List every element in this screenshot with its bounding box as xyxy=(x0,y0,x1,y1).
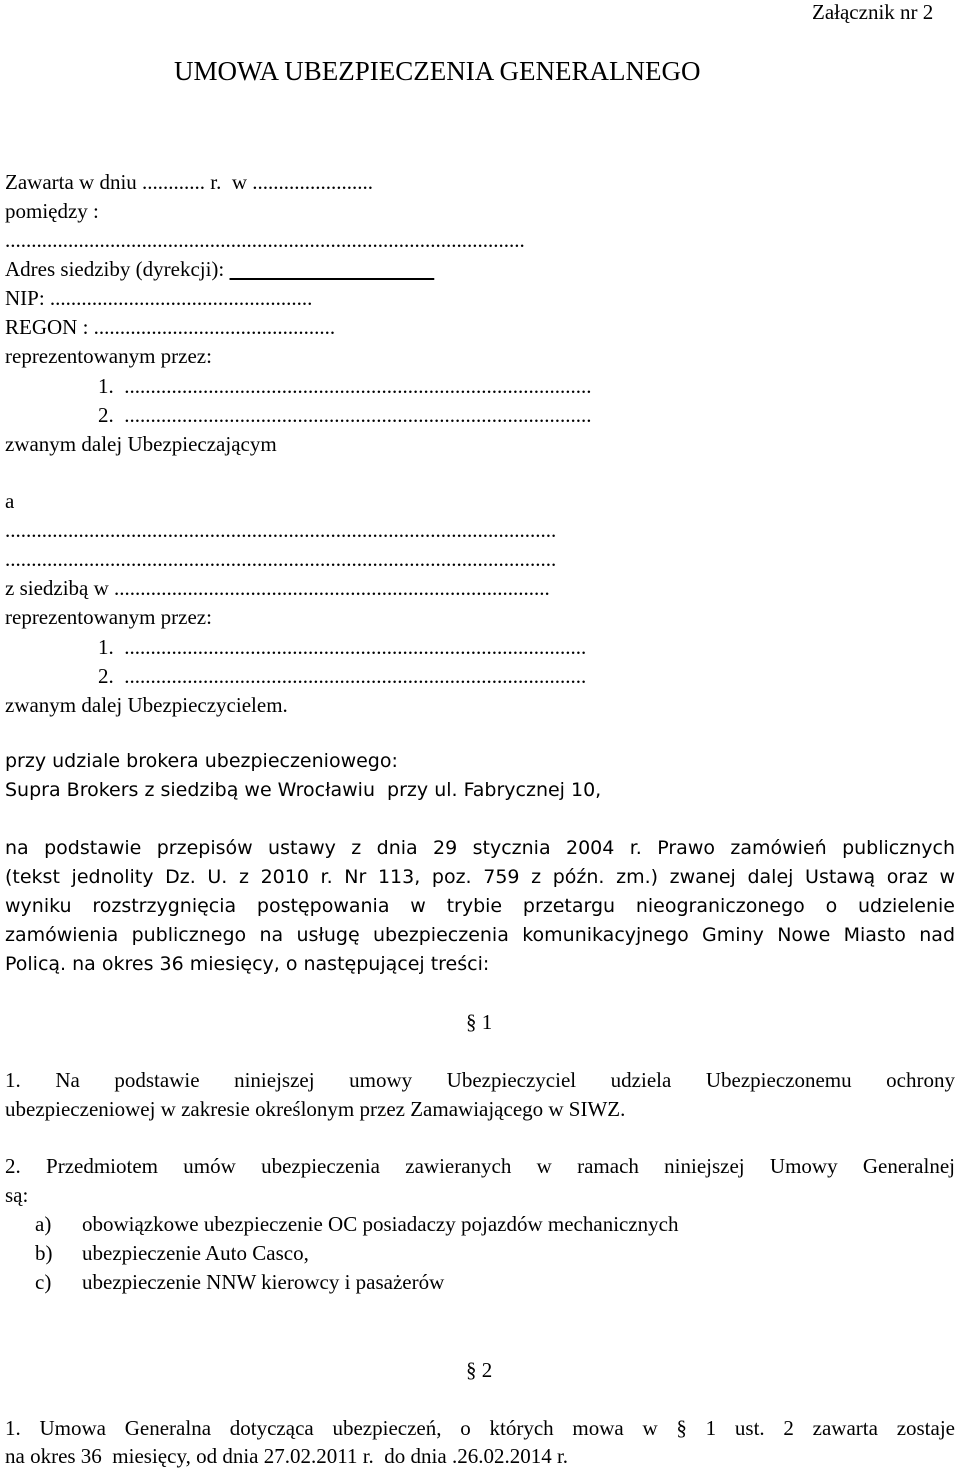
section-1-p2-line-1: 2. Przedmiotem umów ubezpieczenia zawieranych w ramach niniejszej Umowy Generalnej xyxy=(5,1154,955,1178)
party2-rep1-line: 1. ........................................................................................ xyxy=(98,635,587,659)
list-item-text: ubezpieczenie NNW kierowcy i pasażerów xyxy=(82,1270,445,1294)
party2-represented-label: reprezentowanym przez: xyxy=(5,605,212,629)
between-label: pomiędzy : xyxy=(5,199,99,223)
basis-line-3: wyniku rozstrzygnięcia postępowania w trybie przetargu nieograniczonego o udzielenie xyxy=(5,895,955,917)
party1-dots-line: ................................................................................................... xyxy=(5,228,525,252)
list-item-marker: b) xyxy=(35,1241,53,1265)
party1-called-line: zwanym dalej Ubezpieczającym xyxy=(5,432,277,456)
section-1-p2-line-2: są: xyxy=(5,1183,29,1207)
list-item-marker: c) xyxy=(35,1270,52,1294)
regon-line: REGON : .............................................. xyxy=(5,315,336,339)
party2-rep2-line: 2. ........................................................................................ xyxy=(98,664,587,688)
address-blank xyxy=(230,257,435,281)
party2-seat-line: z siedzibą w ................................................................................... xyxy=(5,576,550,600)
broker-line-1: przy udziale brokera ubezpieczeniowego: xyxy=(5,750,398,772)
party2-called-line: zwanym dalej Ubezpieczycielem. xyxy=(5,693,288,717)
address-label: Adres siedziby (dyrekcji): xyxy=(5,257,230,281)
address-line xyxy=(5,259,434,280)
document-title: UMOWA UBEZPIECZENIA GENERALNEGO xyxy=(174,56,701,86)
concluded-on-line: Zawarta w dniu ............ r. w ....................... xyxy=(5,170,374,194)
basis-line-4: zamówienia publicznego na usługę ubezpieczenia komunikacyjnego Gminy Nowe Miasto nad xyxy=(5,924,955,946)
basis-line-2: (tekst jednolity Dz. U. z 2010 r. Nr 113, poz. 759 z późn. zm.) zwanej dalej Ustawą oraz w xyxy=(5,866,955,888)
list-item-text: obowiązkowe ubezpieczenie OC posiadaczy pojazdów mechanicznych xyxy=(82,1212,679,1236)
attachment-label: Załącznik nr 2 xyxy=(812,0,934,24)
section-1-heading: § 1 xyxy=(466,1010,493,1034)
section-1-p1-line-1: 1. Na podstawie niniejszej umowy Ubezpieczyciel udziela Ubezpieczonemu ochrony xyxy=(5,1068,955,1092)
section-2-p1-line-2: na okres 36 miesięcy, od dnia 27.02.2011 r. do dnia .26.02.2014 r. xyxy=(5,1444,569,1468)
list-item-text: ubezpieczenie Auto Casco, xyxy=(82,1241,309,1265)
basis-line-1: na podstawie przepisów ustawy z dnia 29 stycznia 2004 r. Prawo zamówień publicznych xyxy=(5,837,955,859)
section-1-p1-line-2: ubezpieczeniowej w zakresie określonym przez Zamawiającego w SIWZ. xyxy=(5,1097,626,1121)
party2-a-label: a xyxy=(5,489,15,513)
party1-rep2-line: 2. ......................................................................................... xyxy=(98,403,592,427)
party1-rep1-line: 1. ......................................................................................... xyxy=(98,374,592,398)
party2-dots-line-1: ......................................................................................................... xyxy=(5,518,557,542)
party2-dots-line-2: ......................................................................................................... xyxy=(5,547,557,571)
nip-line: NIP: .................................................. xyxy=(5,286,313,310)
broker-line-2: Supra Brokers z siedzibą we Wrocławiu przy ul. Fabrycznej 10, xyxy=(5,779,602,801)
section-2-p1-line-1: 1. Umowa Generalna dotycząca ubezpieczeń, o których mowa w § 1 ust. 2 zawarta zostaje xyxy=(5,1416,955,1440)
list-item-marker: a) xyxy=(35,1212,52,1236)
party1-represented-label: reprezentowanym przez: xyxy=(5,344,212,368)
section-2-heading: § 2 xyxy=(466,1358,493,1382)
basis-line-5: Policą. na okres 36 miesięcy, o następującej treści: xyxy=(5,953,490,975)
